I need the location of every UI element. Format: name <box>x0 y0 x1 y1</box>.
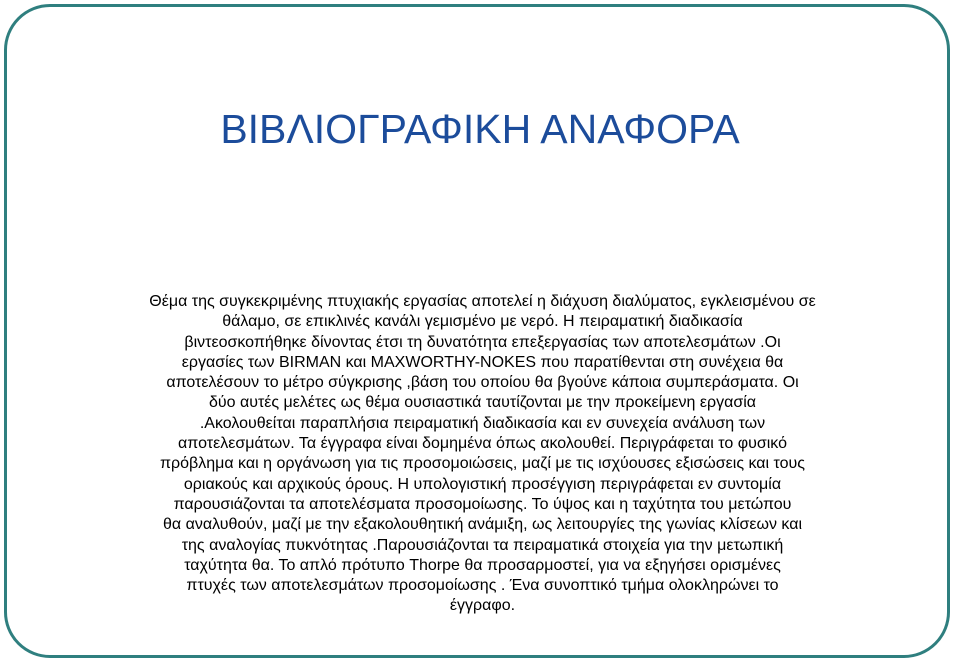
body-line: έγγραφο. <box>449 597 516 615</box>
body-line: αποτελέσουν το μέτρο σύγκρισης ,βάση του οποίου θα βγούνε κάποια συμπεράσματα. Οι <box>166 374 799 392</box>
body-line: οριακούς και αρχικούς όρους. Η υπολογιστική προσέγγιση περιγράφεται εν συντομία <box>183 475 782 493</box>
body-line: εργασίες των BIRMAN και MAXWORTHY-NOKES που παρατίθενται στη συνέχεια θα <box>181 353 784 371</box>
body-line: βιντεοσκοπήθηκε δίνοντας έτσι τη δυνατότητα επεξεργασίας των αποτελεσμάτων .Οι <box>184 333 781 351</box>
body-line: .Ακολουθείται παραπλήσια πειραματική διαδικασία και εν συνεχεία ανάλυση των <box>199 414 766 432</box>
body-line: ταχύτητα θα. Το απλό πρότυπο Thorpe θα προσαρμοστεί, για να εξηγήσει ορισμένες <box>184 556 781 574</box>
body-line: θα αναλυθούν, μαζί με την εξακολουθητική ανάμιξη, ως λειτουργίες της γωνίας κλίσεων και <box>162 516 802 534</box>
body-line: παρουσιάζονται τα αποτελέσματα προσομοίωσης. Το ύψος και η ταχύτητα του μετώπου <box>173 495 792 513</box>
slide-body-text <box>70 292 895 617</box>
body-line: θάλαμο, σε επικλινές κανάλι γεμισμένο με νερό. Η πειραματική διαδικασία <box>222 313 743 331</box>
body-line: πτυχές των αποτελεσμάτων προσομοίωσης . Ένα συνοπτικό τμήμα ολοκληρώνει το <box>186 577 779 595</box>
body-line: δύο αυτές μελέτες ως θέμα ουσιαστικά ταυτίζονται με την προκείμενη εργασία <box>208 394 757 412</box>
slide-title: ΒΙΒΛΙΟΓΡΑΦΙΚΗ ΑΝΑΦΟΡΑ <box>220 106 740 152</box>
body-line: της αναλογίας πυκνότητας .Παρουσιάζονται τα πειραματικά στοιχεία για την μετωπική <box>181 536 784 554</box>
body-line: αποτελεσμάτων. Τα έγγραφα είναι δομημένα όπως ακολουθεί. Περιγράφεται το φυσικό <box>178 435 787 453</box>
body-line: πρόβλημα και η οργάνωση για τις προσομοιώσεις, μαζί με τις ισχύουσες εξισώσεις και τους <box>159 455 806 473</box>
body-line: Θέμα της συγκεκριμένης πτυχιακής εργασίας αποτελεί η διάχυση διαλύματος, εγκλεισμένου σε <box>149 293 816 310</box>
